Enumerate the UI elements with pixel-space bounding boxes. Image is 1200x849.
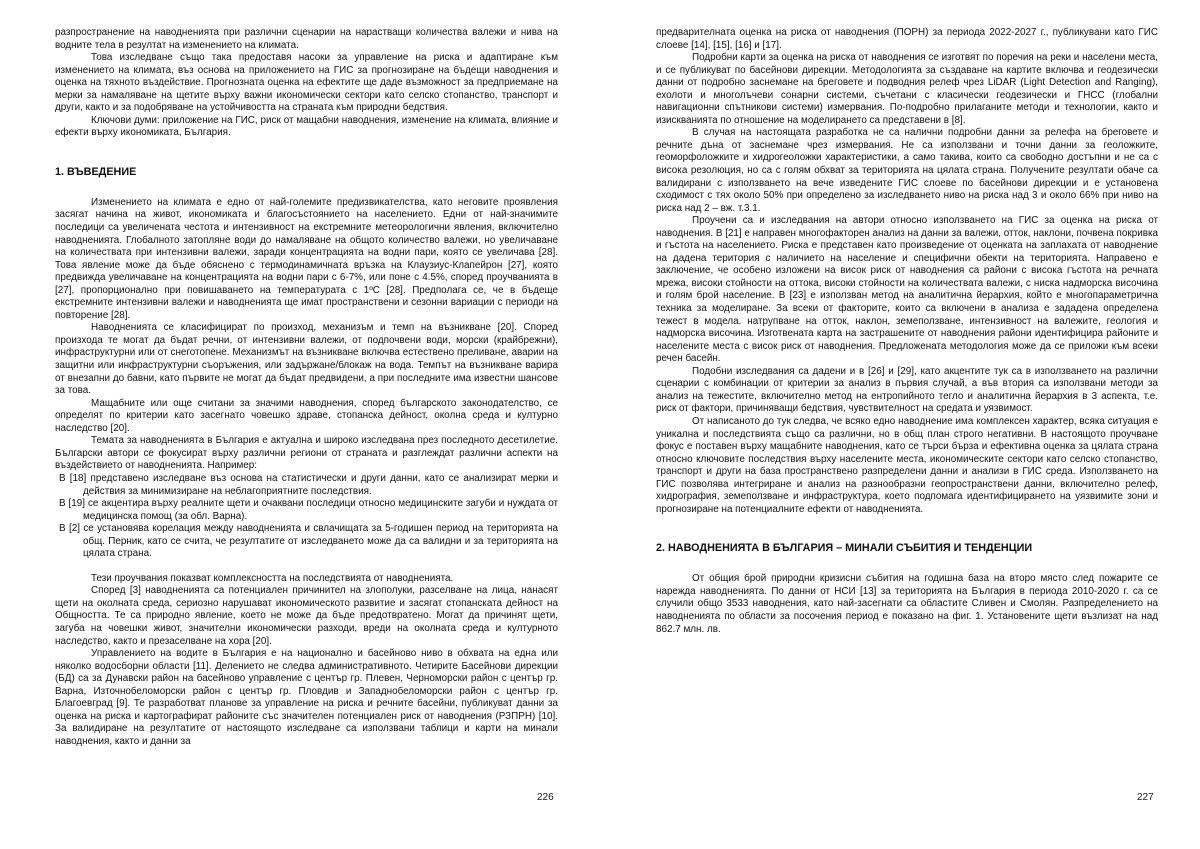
right-column <box>656 27 1158 636</box>
paragraph: В случая на настоящата разработка не са налични подробни данни за релефа на бреговете и речните дъна от заснемане чрез измервания. Не са използвани и точни данни за геоложките, геоморфоложките и хидрогеоложки характеристики, а само такива, които са свободно достъпни и не са с висока резолюция, но са с голям обхват за територията на цялата страна. Получените резултати обаче са валидирани с използването на вече изведените ГИС слоеве по басейнови дирекции и е установена сходимост с тях около 50% при определено за изследването ниво на риска над 3 и около 66% при ниво на риска над 2 – вж. т.3.1. <box>656 127 1158 214</box>
paragraph: Това изследване също така предоставя насоки за управление на риска и адаптиране към изменението на климата, въз основа на приложението на ГИС за прогнозиране на бъдещи наводнения и оценка на тяхното въздействие. Прогнозната оценка на ефектите ще даде възможност за предприемане на мерки за намаляване на щетите върху важни икономически сектори като селско стопанство, транспорт и други, както и за подобряване на устойчивостта на страната към природни бедствия. <box>55 52 558 114</box>
paragraph: Управлението на водите в България е на национално и басейново ниво в обхвата на една или няколко водосборни области [11]. Делението не следва административното. Четирите Басейнови дирекции (БД) са за Дунавски район на басейново управление с център гр. Плевен, Черноморски район с център гр. Варна, Източнобеломорски район с център гр. Пловдив и Западнобеломорски район с център гр. Благоевград [9]. Те разработват планове за управление на риска и речните басейни, публикуват данни за оценка на риска и картографират районите със значителен потенциален риск от наводнения (РЗПРН) [10]. За валидиране на резултатите от настоящото изследване са използвани таблици и карти на минали наводнения, както и данни за <box>55 648 558 747</box>
list-item: В [19] се акцентира върху реалните щети и очаквани последици относно медицинските загуби и нуждата от медицинска помощ (за обл. Варна). <box>59 498 558 522</box>
paragraph: Тези проучвания показват комплексността на последствията от наводненията. <box>91 572 454 584</box>
spacer <box>55 561 558 573</box>
paragraph: Според [3] наводненията са потенциален причинител на злополуки, разселване на лица, нанасят щети на околната среда, сериозно нарушават икономическото развитие и засягат стопанската дейност на Общността. Те са природно явление, което не може да бъде предотвратено. Могат да причинят щети, загуба на човешки живот, значителни икономически разходи, вреди на околната среда и културното наследство, както и презаселване на хора [20]. <box>55 585 558 647</box>
paragraph: Подобни изследвания са дадени и в [26] и [29], като акцентите тук са в използването на различни сценарии с комбинации от критерии за анализ в първия случай, а във втория са използвани методи за анализ на тежестите, включително метод на ентропийното тегло и аналитична йерархия в 3 аспекта, т.е. риск от фактори, причиняващи бедствия, чувствителност на средата и уязвимост. <box>656 365 1158 415</box>
left-column <box>55 27 558 748</box>
paragraph: разпространение на наводненията при различни сценарии на нарастващи количества валежи и нива на водните тела в резултат на изменението на климата. <box>55 27 558 51</box>
right-page <box>600 0 1200 849</box>
page-number: 226 <box>537 792 554 803</box>
keywords-paragraph: Ключови думи: приложение на ГИС, риск от мащабни наводнения, изменение на климата, влияние и ефекти върху икономиката, България. <box>55 114 558 139</box>
paragraph: предварителната оценка на риска от наводнения (ПОРН) за периода 2022-2027 г., публикувани като ГИС слоеве [14], [15], [16] и [17]. <box>656 27 1158 51</box>
page-number: 227 <box>1137 792 1154 803</box>
list-item: В [18] представено изследване въз основа на статистически и други данни, като се анализират мерки и действия за минимизиране на неблагоприятните последствия. <box>59 472 558 497</box>
paragraph: Подробни карти за оценка на риска от наводнения се изготвят по поречия на реки и населени места, и се публикуват по басейнови дирекции. Методологията за създаване на картите включва и геодезически данни от подробно заснемане на бреговете и подводния релеф чрез LiDAR (Light Detection and Ranging), ехолоти и многолъчеви сонарни системи, съчетани с класически геодезически и ГНСС (глобални навигационни спътникови системи) измервания. По-подробно прилаганите методи и технологии, както и изискванията по отношение на моделирането са представени в [8]. <box>656 52 1158 126</box>
section-heading-introduction: 1. ВЪВЕДЕНИЕ <box>55 165 137 178</box>
paragraph: От общия брой природни кризисни събития на годишна база на второ място след пожарите се нарежда наводненията. По данни от НСИ [13] за територията на България в периода 2010-2020 г. са се случили общо 3533 наводнения, като най-засегнати са областите Сливен и Смолян. Разпределението на наводненията по области за посочения период е показано на фиг. 1. Установените щети възлизат на над 862.7 млн. лв. <box>656 573 1158 635</box>
paragraph: От написаното до тук следва, че всяко едно наводнение има комплексен характер, всяка ситуация е уникална и последствията също са различни, но в общ план строго негативни. В настоящото проучване фокус е поставен върху мащабните наводнения, като се търси бърза и ефективна оценка за цялата страна относно ключовите последствия върху населените места, икономическите сектори като селско стопанство, транспорт и други на база пространствено разпределени данни и анализи в ГИС среда. Използването на ГИС позволява интегриране и анализ на разнообразни геопространствени данни, включително релеф, хидрография, земеползване и инфраструктура, което подпомага идентифицирането на уязвимите зони и прогнозиране на потенциалните ефекти от наводненията. <box>656 415 1158 515</box>
paragraph: Изменението на климата е едно от най-големите предизвикателства, като неговите проявления засягат начина на живот, икономиката и благосъстоянието на населението. Едни от най-значимите последици са увеличената честота и интензивност на екстремните метеорологични явления, включително наводненията. Глобалното затопляне води до намаляване на общото количество валежи, но увеличаване на количествата при интензивни валежи, заради концентрацията на водни пари, която се увеличава [28]. Това явление може да бъде обяснено с термодинамичната връзка на Клаузиус-Клапейрон [27], която предвижда увеличаване на концентрацията на водни пари с 6-7%, или поне с 4.5%, според проучванията в [27], пропорционално при повишаването на температурата с 1ºC [28]. Предполага се, че в бъдеще екстремните интензивни валежи и наводненията ще имат пространствени и сезонни вариации с периоди на повторение [28]. <box>55 196 558 321</box>
paragraph: Наводненията се класифицират по произход, механизъм и темп на възникване [20]. Според произхода те могат да бъдат речни, от интензивни валежи, от подпочвени води, морски (крайбрежни), инфраструктурни или от снеготопене. Механизмът на възникване включва естествено преливане, аварии на защитни или инфраструктурни съоръжения, или задържане/блокаж на вода. Темпът на възникване варира от внезапни до бавни, като първите не могат да бъдат предвидени, а при последните има известни шансове за това. <box>55 322 558 397</box>
paragraph: Темата за наводненията в България е актуална и широко изследвана през последното десетилетие. Български автори се фокусират върху различни региони от страната и разглеждат различни аспекти на въздействието от наводненията. Например: <box>55 435 558 472</box>
section-heading-floods-in-bulgaria: 2. НАВОДНЕНИЯТА В БЪЛГАРИЯ – МИНАЛИ СЪБИТИЯ И ТЕНДЕНЦИИ <box>656 542 1033 555</box>
list-item: В [2] се установява корелация между наводненията и свлачищата за 5-годишен период на територията на общ. Перник, като се счита, че резултатите от изследването може да са валидни и за територията на цялата страна. <box>59 523 558 560</box>
paragraph: Проучени са и изследвания на автори относно използването на ГИС за оценка на риска от наводнения. В [21] е направен многофакторен анализ на данни за валежи, отток, наклони, почвена покривка и гъстота на населението. Риска е представен като произведение от оценката на заплахата от наводнение на дадена територия с наличието на население и специфични обекти на територията. Направено е заключение, че особено изложени на висок риск от наводнения са райони с висока гъстота на речната мрежа, високи стойности на оттока, високи стойности на количествата валежи, с ниска надморска височина и голям брой население. В [23] е използван метод на аналитична йерархия, който е многопараметрична техника за моделиране. За всеки от факторите, които са включени в анализа е зададена определена тежест в модела. натрупване на отток, наклон, земеползване, интензивност на валежите, геология и надморска височина. Изготвената карта на застрашените от наводнения райони идентифицира районите и населените места с висок риск от наводнения. Предложената методология може да се приложи към всеки речен басейн. <box>656 215 1158 365</box>
paragraph: Мащабните или още считани за значими наводнения, според българското законодателство, се определят по критерии като засегнато човешко здраве, стопанска дейност, околна среда и културно наследство [20]. <box>55 397 558 434</box>
